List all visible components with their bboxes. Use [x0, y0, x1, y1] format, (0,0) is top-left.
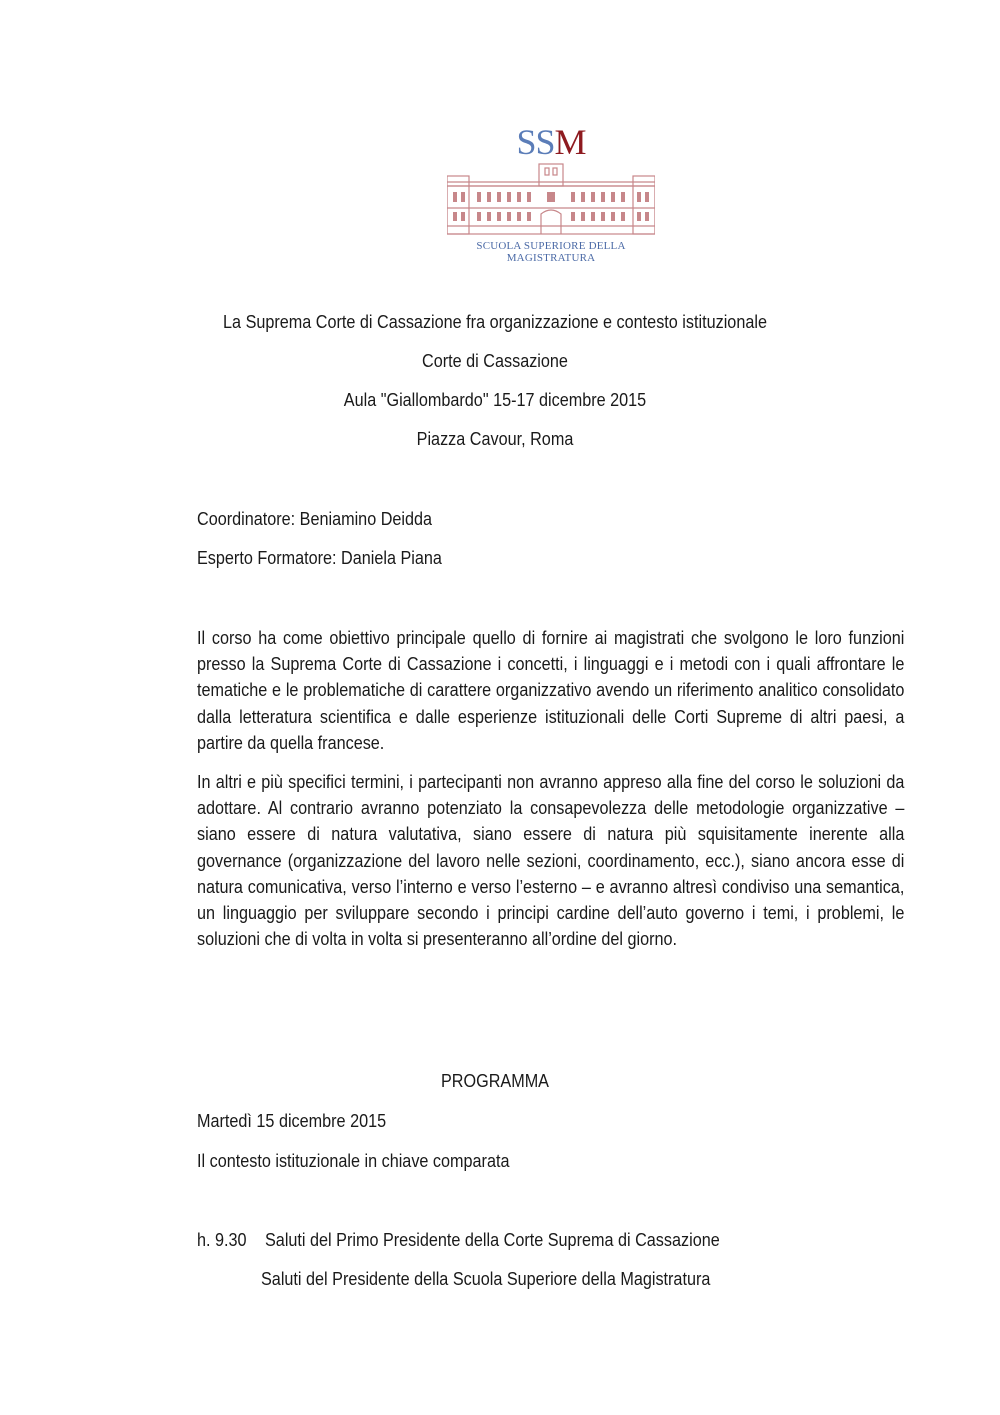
- ssm-logo: [443, 118, 659, 264]
- logo-letters: [443, 122, 659, 162]
- trainer: Esperto Formatore: Daniela Piana: [197, 548, 442, 568]
- room-date: Aula "Giallombardo" 15-17 dicembre 2015: [343, 390, 647, 410]
- programme-day: Martedì 15 dicembre 2015: [197, 1111, 387, 1131]
- building-icon: [447, 162, 655, 238]
- logo-letter-m: M: [554, 122, 586, 162]
- programme-item-time: h. 9.30: [197, 1230, 247, 1250]
- venue: Corte di Cassazione: [422, 351, 568, 371]
- paragraph-1: Il corso ha come obiettivo principale quello di fornire ai magistrati che svolgono le loro funzioni presso la Suprema Corte di Cassazione i concetti, i linguaggi e i metodi con i quali affrontare le tematiche e le problematiche di carattere organizzativo avendo un riferimento analitico consolidato dalla letteratura scientifica e dalle esperienze istituzionali delle Corti Supreme di altri paesi, a partire da quella francese.: [197, 628, 905, 753]
- coordinator: Coordinatore: Beniamino Deidda: [197, 509, 433, 529]
- logo-caption: SCUOLA SUPERIORE DELLA MAGISTRATURA: [476, 240, 626, 264]
- programme-heading: PROGRAMMA: [440, 1071, 549, 1091]
- course-title: La Suprema Corte di Cassazione fra organizzazione e contesto istituzionale: [223, 312, 767, 332]
- programme-item-text: Saluti del Presidente della Scuola Superiore della Magistratura: [261, 1269, 711, 1289]
- logo-letter-s2: S: [535, 122, 555, 162]
- address: Piazza Cavour, Roma: [416, 429, 574, 449]
- paragraph-2: In altri e più specifici termini, i partecipanti non avranno appreso alla fine del corso le soluzioni da adottare. Al contrario avranno potenziato la consapevolezza delle metodologie organizzative – siano essere di natura valutativa, siano essere di natura più squisitamente inerente alla governance (organizzazione del lavoro nelle sezioni, coordinamento, ecc.), siano ancora esse di natura comunicativa, verso l’interno e verso l’esterno – e avranno altresì condiviso una semantica, un linguaggio per sviluppare secondo i principi cardine dell’auto governo i temi, i problemi, le soluzioni che di volta in volta si presenteranno all’ordine del giorno.: [197, 772, 905, 950]
- programme-item-text: Saluti del Primo Presidente della Corte Suprema di Cassazione: [265, 1230, 720, 1250]
- logo-letter-s1: S: [516, 122, 536, 162]
- programme-theme: Il contesto istituzionale in chiave comparata: [197, 1151, 510, 1171]
